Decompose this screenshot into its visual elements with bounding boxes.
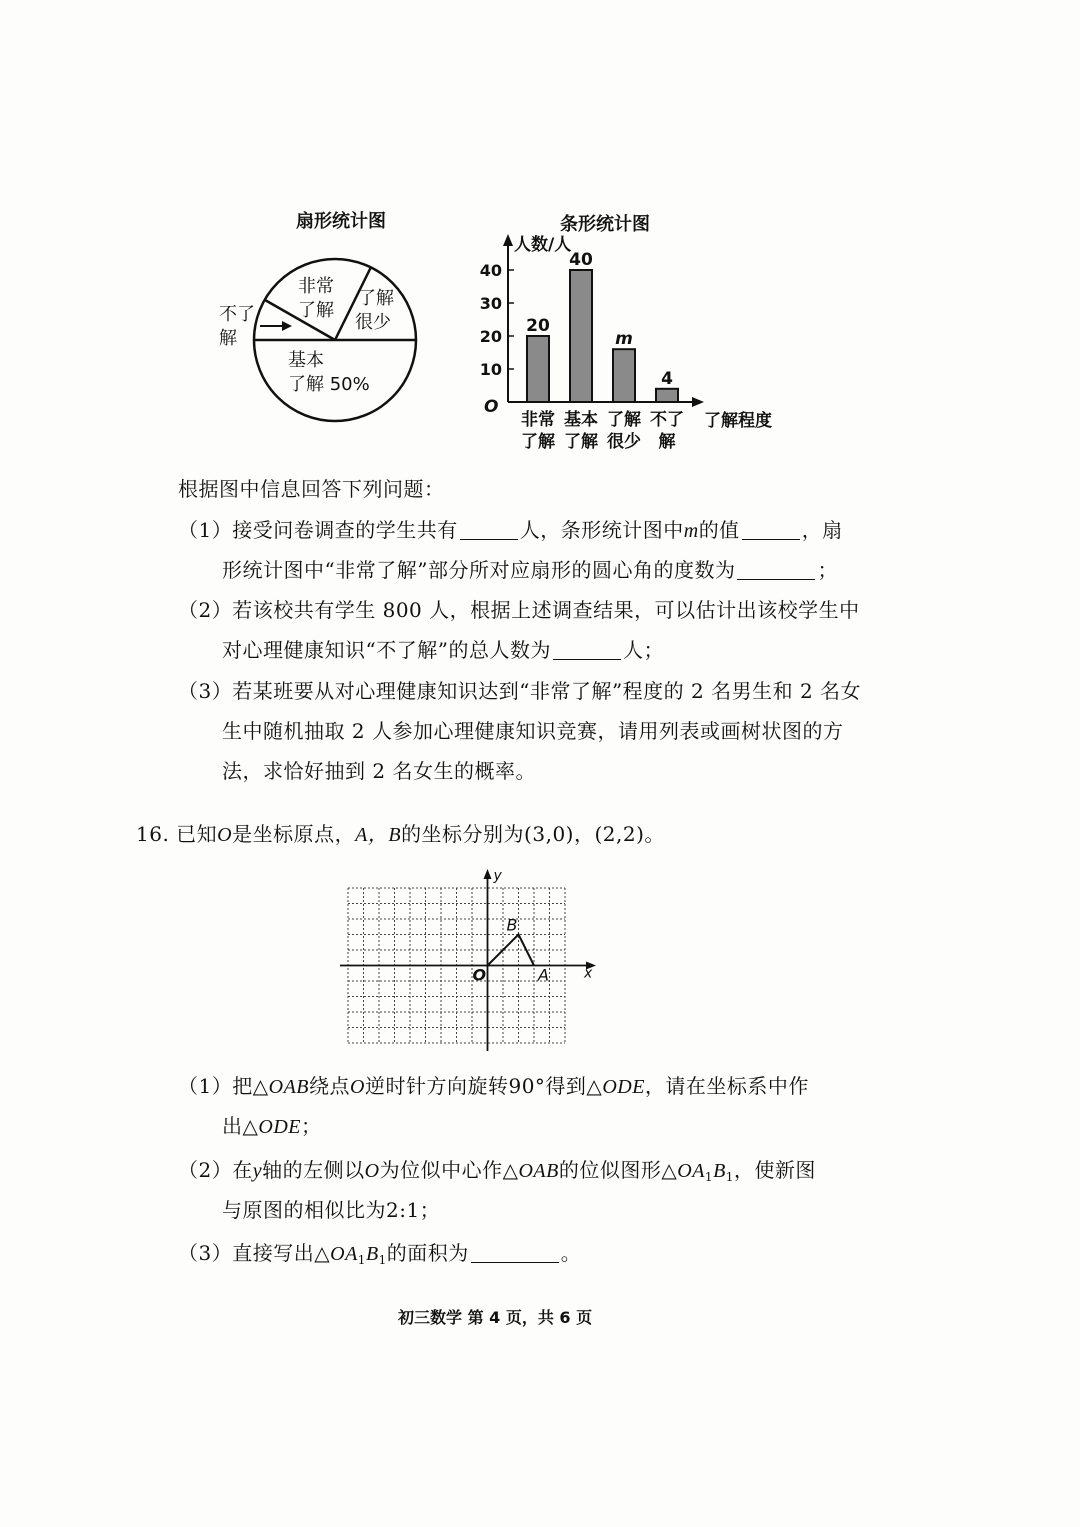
pie-chart-title: 扇形统计图 bbox=[296, 211, 386, 232]
y-axis-label: y bbox=[493, 868, 502, 884]
q15-intro: 根据图中信息回答下列问题： bbox=[178, 477, 445, 501]
triangle-oab bbox=[488, 935, 535, 966]
x-axis-label: 了解程度 bbox=[704, 411, 772, 431]
x-axis-arrow bbox=[692, 397, 704, 407]
q15-part2-line2: 对心理健康知识“不了解”的总人数为 人； bbox=[222, 638, 664, 662]
x-tick-label: 解 bbox=[658, 432, 676, 452]
pie-label-very-1: 非常 bbox=[298, 276, 334, 297]
y-axis-arrow bbox=[484, 869, 492, 879]
pie-label-very-2: 了解 bbox=[298, 300, 334, 321]
x-axis-label: x bbox=[584, 965, 593, 982]
bar-value-label: 40 bbox=[569, 250, 593, 270]
point-a-label: A bbox=[538, 965, 549, 985]
answer-blank-angle[interactable] bbox=[737, 559, 815, 580]
x-tick-label: 了解 bbox=[521, 432, 555, 452]
pie-label-none-1: 不了 bbox=[219, 304, 255, 325]
q16-part1-line1: （1）把△OAB绕点O逆时针方向旋转90°得到△ODE，请在坐标系中作 bbox=[178, 1074, 809, 1098]
y-tick-label: 10 bbox=[479, 360, 502, 379]
x-tick-label: 非常 bbox=[521, 410, 555, 430]
q16-part1-line2: 出△ODE； bbox=[222, 1114, 322, 1138]
y-tick-label: 40 bbox=[479, 261, 502, 280]
x-tick-label: 不了 bbox=[650, 410, 684, 430]
q15-part1-line1: （1）接受问卷调查的学生共有 人，条形统计图中m的值 ，扇 bbox=[178, 518, 843, 542]
bar bbox=[656, 389, 678, 402]
q15-part3-line2: 生中随机抽取 2 人参加心理健康知识竞赛，请用列表或画树状图的方 bbox=[222, 719, 844, 743]
bar bbox=[527, 336, 549, 402]
bar-chart bbox=[470, 230, 800, 460]
q15-part3-line1: （3）若某班要从对心理健康知识达到“非常了解”程度的 2 名男生和 2 名女 bbox=[178, 679, 862, 703]
origin-label: O bbox=[484, 397, 499, 417]
q16-part2-line2: 与原图的相似比为2:1； bbox=[222, 1198, 441, 1222]
coordinate-grid[interactable] bbox=[338, 868, 600, 1054]
answer-blank-m[interactable] bbox=[742, 519, 800, 540]
pie-chart bbox=[210, 240, 430, 440]
bar bbox=[613, 349, 635, 402]
q15-part1-line2: 形统计图中“非常了解”部分所对应扇形的圆心角的度数为 ； bbox=[222, 558, 838, 582]
bar bbox=[570, 270, 592, 402]
q16-part2-line1: （2）在y轴的左侧以O为位似中心作△OAB的位似图形$\triangle OA_1B_1$，使新图 bbox=[178, 1158, 816, 1184]
bar-chart-title: 条形统计图 bbox=[560, 214, 650, 235]
q15-part3-line3: 法，求恰好抽到 2 名女生的概率。 bbox=[222, 759, 536, 783]
bar-value-label: m bbox=[615, 329, 633, 350]
pie-label-none-2: 解 bbox=[219, 328, 237, 349]
x-tick-label: 了解 bbox=[564, 432, 598, 452]
q15-part2-line1: （2）若该校共有学生 800 人，根据上述调查结果，可以估计出该校学生中 bbox=[178, 598, 860, 622]
x-tick-label: 基本 bbox=[564, 410, 598, 430]
q16-stem: 16. 已知O是坐标原点，A，B的坐标分别为(3,0)，(2,2)。 bbox=[136, 822, 665, 846]
pie-label-little-2: 很少 bbox=[355, 312, 391, 333]
answer-blank-area[interactable] bbox=[471, 1242, 559, 1263]
bar-value-label: 4 bbox=[661, 368, 673, 389]
y-axis-arrow bbox=[503, 234, 513, 246]
answer-blank-total[interactable] bbox=[460, 519, 518, 540]
y-tick-label: 30 bbox=[479, 294, 502, 313]
x-tick-label: 了解 bbox=[607, 410, 641, 430]
q16-part3-line1: （3）直接写出$\triangle OA_1B_1$的面积为 。 bbox=[178, 1241, 582, 1267]
point-b-label: B bbox=[506, 915, 518, 935]
page-footer: 初三数学 第 4 页，共 6 页 bbox=[398, 1308, 593, 1327]
x-tick-label: 很少 bbox=[607, 432, 641, 452]
y-tick-label: 20 bbox=[479, 327, 502, 346]
answer-blank-none-count[interactable] bbox=[553, 639, 621, 660]
pie-label-little-1: 了解 bbox=[358, 288, 394, 309]
bar-value-label: 20 bbox=[526, 316, 550, 336]
origin-label: O bbox=[472, 965, 487, 985]
y-axis-label: 人数/人 bbox=[514, 235, 572, 255]
pie-label-basic-2: 了解 50% bbox=[288, 374, 370, 395]
pie-arrow-head bbox=[282, 321, 292, 331]
pie-label-basic-1: 基本 bbox=[288, 350, 324, 371]
